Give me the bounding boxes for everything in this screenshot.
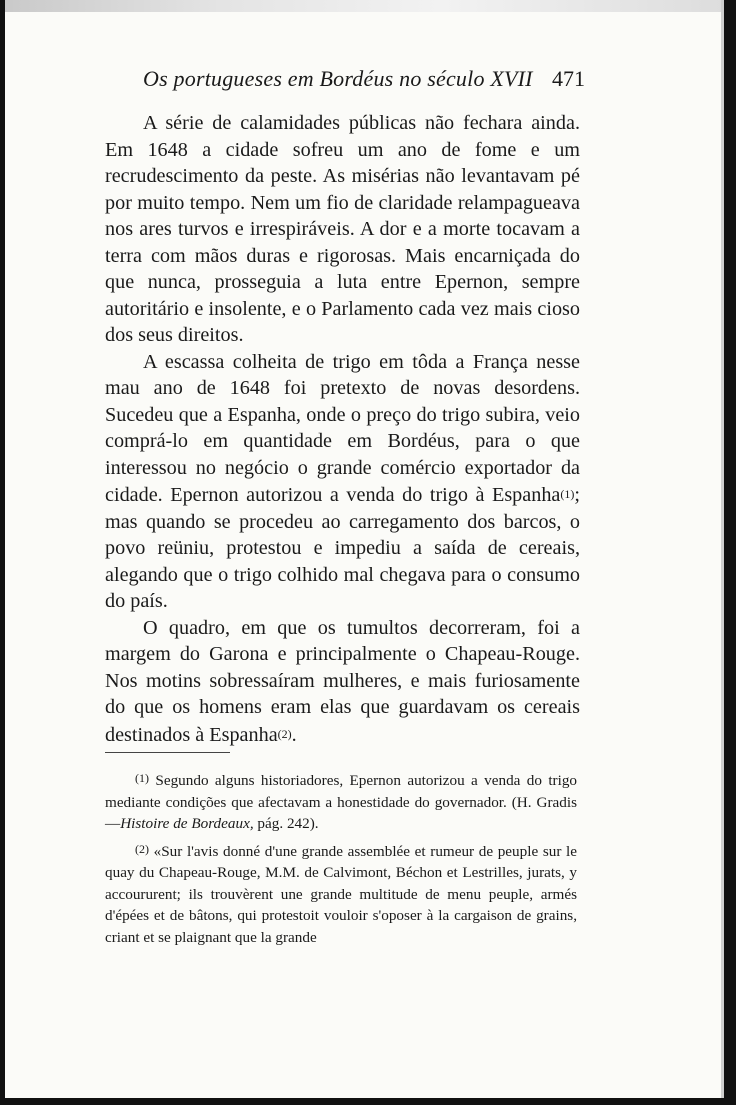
footnote-marker: (1)	[135, 771, 149, 785]
paragraph-text: ; mas quando se procedeu ao carregamento dos barcos, o povo reüniu, protestou e impediu a saída de cereais, alegando que o trigo colhido mal chegava para o consumo do país.	[105, 484, 580, 612]
page-number: 471	[552, 66, 585, 91]
footnote-marker: (2)	[135, 841, 149, 856]
footnote	[105, 839, 577, 949]
footnote	[105, 768, 577, 835]
footnote-text: Segundo alguns historiadores, Epernon autorizou a venda do trigo mediante condições que afectavam a honestidade do governador. (H. Gradis—	[105, 772, 578, 832]
body-text	[105, 110, 580, 748]
running-title: Os portugueses em Bordéus no século XVII	[143, 66, 533, 91]
scan-edge-top	[0, 0, 736, 12]
footnotes	[105, 768, 577, 952]
paragraph	[105, 349, 580, 615]
footnote-reference: (1)	[560, 487, 575, 501]
scan-edge-bottom	[0, 1098, 736, 1105]
footnote-divider	[105, 752, 230, 753]
scan-edge-right	[724, 0, 736, 1105]
paragraph-text: O quadro, em que os tumultos decorreram, foi a margem do Garona e principalmente o Chapeau-Rouge. Nos motins sobressaíram mulheres, e mais furiosamente do que os homens eram elas que guardavam os cereais destinados à Espanha	[105, 616, 580, 746]
footnote-reference: (2)	[277, 726, 292, 741]
page-header	[105, 66, 585, 96]
scan-edge-left	[0, 0, 5, 1105]
paragraph: A série de calamidades públicas não fechara ainda. Em 1648 a cidade sofreu um ano de fome e um recrudescimento da peste. As misérias não levantavam pé por muito tempo. Nem um fio de claridade relampagueava nos ares turvos e irrespiráveis. A dor e a morte tocavam a terra com mãos duras e rigorosas. Mais encarniçada do que nunca, prosseguia a luta entre Epernon, sempre autoritário e insolente, e o Parlamento cada vez mais cioso dos seus direitos.	[105, 112, 580, 346]
footnote-text: «Sur l'avis donné d'une grande assemblée et rumeur de peuple sur le quay du Chapeau-Rouge, M.M. de Calvimont, Béchon et Lestrilles, jurats, y accoururent; ils trouvèrent une grande multitude de menu peuple, armés d'épées et de bâtons, qui protestoit vouloir s'oposer à la cargaison de grains, criant et se plaignant que la grande	[105, 842, 577, 946]
footnote-cited-title: Histoire de Bordeaux,	[120, 815, 254, 832]
paragraph-text: A escassa colheita de trigo em tôda a França nesse mau ano de 1648 foi pretexto de novas desordens. Sucedeu que a Espanha, onde o preço do trigo subira, veio comprá-lo em quantidade em Bordéus, para o que interessou no negócio o grande comércio exportador da cidade. Epernon autorizou a venda do trigo à Espanha	[105, 350, 580, 506]
footnote-text: pág. 242).	[253, 815, 319, 832]
paragraph-text: .	[291, 723, 297, 746]
paragraph	[105, 615, 580, 749]
